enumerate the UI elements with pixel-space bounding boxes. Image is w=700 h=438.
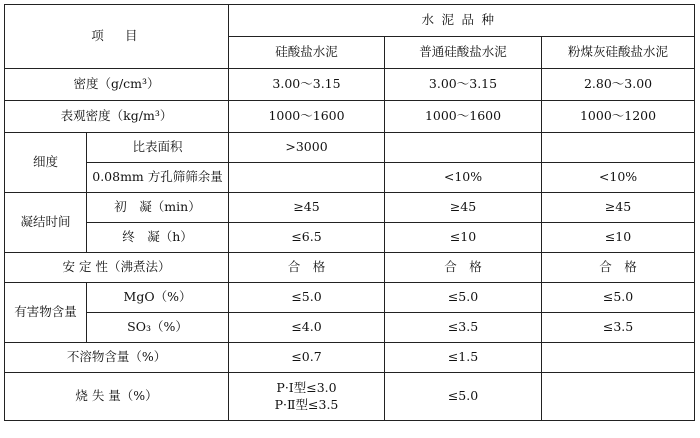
density-c3: 2.80～3.00	[542, 69, 695, 101]
insoluble-c1: ≤0.7	[229, 343, 385, 373]
soundness-c3: 合 格	[542, 253, 695, 283]
row-mgo	[5, 283, 695, 313]
loss-on-ignition-c1	[229, 373, 385, 421]
row-insoluble	[5, 343, 695, 373]
final-set-c1: ≤6.5	[229, 223, 385, 253]
soundness-c2: 合 格	[385, 253, 542, 283]
fineness-label: 细度	[5, 133, 87, 193]
bulk-density-c1: 1000～1600	[229, 101, 385, 133]
density-label: 密度（g/cm³）	[5, 69, 229, 101]
bulk-density-label: 表观密度（kg/m³）	[5, 101, 229, 133]
loss-on-ignition-label: 烧 失 量（%）	[5, 373, 229, 421]
loss-on-ignition-c2: ≤5.0	[385, 373, 542, 421]
col-header-fly-ash-portland: 粉煤灰硅酸盐水泥	[542, 37, 695, 69]
density-c2: 3.00～3.15	[385, 69, 542, 101]
item-header: 项 目	[5, 5, 229, 69]
row-bulk-density	[5, 101, 695, 133]
row-soundness	[5, 253, 695, 283]
mgo-c3: ≤5.0	[542, 283, 695, 313]
row-density	[5, 69, 695, 101]
initial-set-c1: ≥45	[229, 193, 385, 223]
mgo-label: MgO（%）	[87, 283, 229, 313]
sieve-residue-c2: <10%	[385, 163, 542, 193]
specific-surface-label: 比表面积	[87, 133, 229, 163]
header-row-1	[5, 5, 695, 37]
bulk-density-c3: 1000～1200	[542, 101, 695, 133]
mgo-c1: ≤5.0	[229, 283, 385, 313]
final-set-label: 终 凝（h）	[87, 223, 229, 253]
row-initial-set	[5, 193, 695, 223]
loss-on-ignition-type1: P·Ⅰ型≤3.0	[276, 379, 337, 395]
bulk-density-c2: 1000～1600	[385, 101, 542, 133]
variety-header: 水泥品种	[229, 5, 695, 37]
soundness-c1: 合 格	[229, 253, 385, 283]
final-set-c3: ≤10	[542, 223, 695, 253]
final-set-c2: ≤10	[385, 223, 542, 253]
insoluble-c3	[542, 343, 695, 373]
loss-on-ignition-c3	[542, 373, 695, 421]
row-loss-on-ignition	[5, 373, 695, 421]
insoluble-label: 不溶物含量（%）	[5, 343, 229, 373]
initial-set-c2: ≥45	[385, 193, 542, 223]
specific-surface-c3	[542, 133, 695, 163]
col-header-ordinary-portland: 普通硅酸盐水泥	[385, 37, 542, 69]
so3-c2: ≤3.5	[385, 313, 542, 343]
row-so3	[5, 313, 695, 343]
density-c1: 3.00～3.15	[229, 69, 385, 101]
specific-surface-c1: >3000	[229, 133, 385, 163]
row-final-set	[5, 223, 695, 253]
soundness-label: 安 定 性（沸煮法）	[5, 253, 229, 283]
sieve-residue-c3: <10%	[542, 163, 695, 193]
mgo-c2: ≤5.0	[385, 283, 542, 313]
specific-surface-c2	[385, 133, 542, 163]
so3-c3: ≤3.5	[542, 313, 695, 343]
row-specific-surface	[5, 133, 695, 163]
col-header-portland: 硅酸盐水泥	[229, 37, 385, 69]
harmful-content-label: 有害物含量	[5, 283, 87, 343]
initial-set-label: 初 凝（min）	[87, 193, 229, 223]
insoluble-c2: ≤1.5	[385, 343, 542, 373]
row-sieve-residue	[5, 163, 695, 193]
initial-set-c3: ≥45	[542, 193, 695, 223]
sieve-residue-label: 0.08mm 方孔筛筛余量	[87, 163, 229, 193]
loss-on-ignition-type2: P·Ⅱ型≤3.5	[274, 396, 339, 412]
setting-time-label: 凝结时间	[5, 193, 87, 253]
cement-properties-table	[4, 4, 695, 421]
sieve-residue-c1	[229, 163, 385, 193]
so3-c1: ≤4.0	[229, 313, 385, 343]
so3-label: SO₃（%）	[87, 313, 229, 343]
